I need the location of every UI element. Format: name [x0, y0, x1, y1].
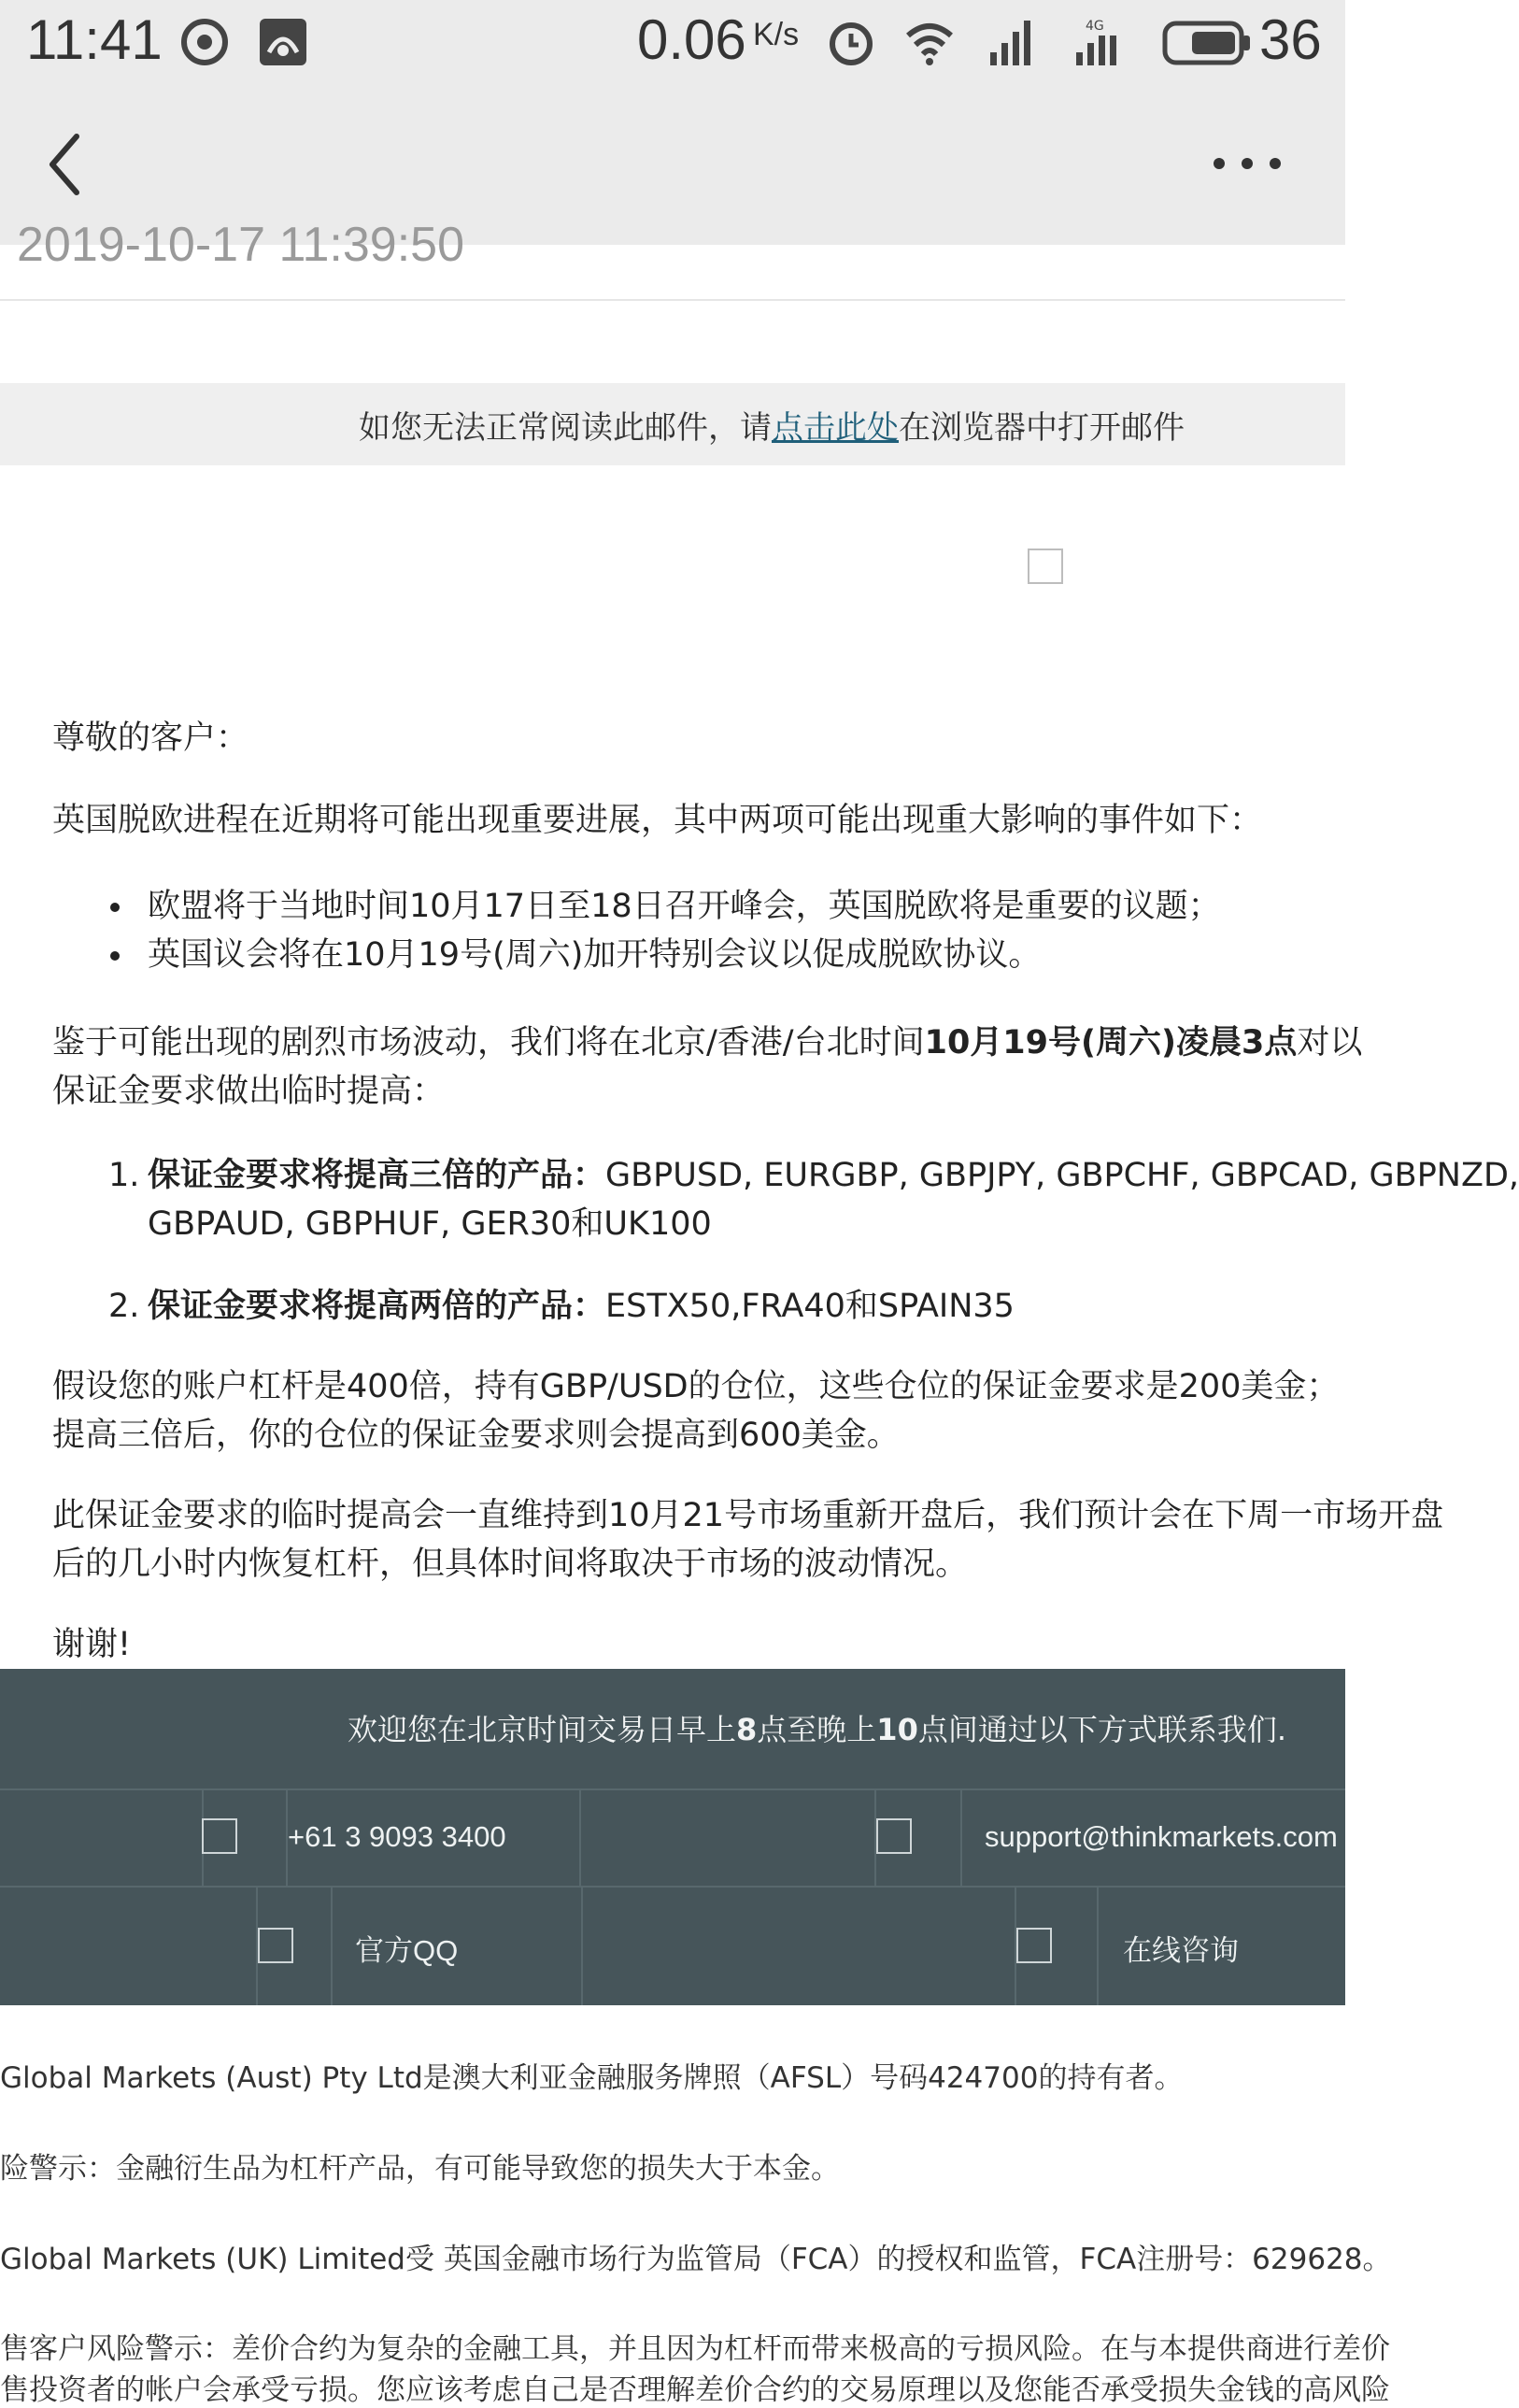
footer-line: 售投资者的帐户会承受亏损。您应该考虑自己是否理解差价合约的交易原理以及您能否承受损失金钱的高风险 [0, 2373, 1390, 2407]
duration-paragraph: 此保证金要求的临时提高会一直维持到10月21号市场重新开盘后，我们预计会在下周一市场开盘 [52, 1497, 1444, 1534]
chat-icon [1016, 1928, 1052, 1963]
browser-notice-text [359, 402, 1185, 448]
notice-prefix: 如您无法正常阅读此邮件，请 [359, 409, 772, 447]
list-number: 1. [108, 1157, 140, 1194]
contact-title: 欢迎您在北京时间交易日早上8点至晚上10点间通过以下方式联系我们. [348, 1712, 1287, 1747]
example-paragraph-line2: 提高三倍后，你的仓位的保证金要求则会提高到600美金。 [52, 1417, 900, 1454]
bullet-item: 英国议会将在10月19号(周六)加开特别会议以促成脱欧协议。 [148, 936, 1042, 974]
example-paragraph: 假设您的账户杠杆是400倍，持有GBP/USD的仓位，这些仓位的保证金要求是200美金； [52, 1368, 1340, 1405]
more-button[interactable] [1205, 140, 1289, 187]
bullet-item: 欧盟将于当地时间10月17日至18日召开峰会，英国脱欧将是重要的议题； [148, 888, 1221, 925]
svg-text:4G: 4G [1086, 19, 1104, 34]
wifi-icon [904, 17, 955, 67]
uc-browser-icon [258, 17, 308, 67]
mail-content [0, 218, 1519, 2407]
battery-level: 36 [1259, 8, 1322, 71]
qq-icon [258, 1928, 293, 1963]
notification-app-icon [179, 17, 230, 67]
bullet-dot [110, 951, 120, 961]
paragraph-margin-notice-line2: 保证金要求做出临时提高： [52, 1073, 446, 1110]
cell-divider [579, 1788, 581, 1886]
chevron-left-icon [52, 136, 77, 192]
alarm-icon [826, 17, 876, 67]
list-number: 2. [108, 1288, 140, 1325]
footer-line: Global Markets (Aust) Pty Ltd是澳大利亚金融服务牌照（AFSL）号码424700的持有者。 [0, 2061, 1184, 2095]
contact-email[interactable]: support@thinkmarkets.com [985, 1820, 1338, 1853]
contact-qq[interactable]: 官方QQ [355, 1934, 459, 1967]
signal-icon [987, 17, 1037, 67]
cell-divider [960, 1788, 962, 1886]
contact-section [0, 1669, 1345, 2005]
cell-divider [581, 1886, 583, 2005]
cell-divider [1097, 1886, 1099, 2005]
duration-paragraph-line2: 后的几小时内恢复杠杆，但具体时间将取决于市场的波动情况。 [52, 1546, 969, 1583]
greeting: 尊敬的客户： [52, 720, 249, 757]
thanks: 谢谢! [52, 1626, 132, 1663]
more-dots-icon [1214, 158, 1281, 169]
contact-chat[interactable]: 在线咨询 [1123, 1934, 1239, 1967]
network-speed-unit: K/s [753, 17, 800, 52]
bold-time: 10月19号(周六)凌晨3点 [924, 1024, 1298, 1062]
intro-paragraph: 英国脱欧进程在近期将可能出现重要进展，其中两项可能出现重大影响的事件如下： [52, 802, 1263, 839]
paragraph-margin-notice: 鉴于可能出现的剧烈市场波动，我们将在北京/香港/台北时间10月19号(周六)凌晨3点对以 [52, 1024, 1363, 1062]
notice-suffix: 在浏览器中打开邮件 [899, 409, 1185, 447]
contact-divider [0, 1886, 1345, 1888]
broken-image-placeholder [1028, 549, 1063, 584]
email-icon [876, 1818, 912, 1854]
signal-4g-icon [1072, 17, 1123, 67]
footer-line: 售客户风险警示：差价合约为复杂的金融工具，并且因为杠杆而带来极高的亏损风险。在与本提供商进行差价 [0, 2332, 1390, 2366]
margin-item-2: 保证金要求将提高两倍的产品：ESTX50,FRA40和SPAIN35 [148, 1288, 1015, 1325]
network-speed: 0.06 [637, 8, 746, 71]
mail-date: 2019-10-17 11:39:50 [17, 218, 464, 272]
bullet-dot [110, 903, 120, 912]
cell-divider [331, 1886, 333, 2005]
back-button[interactable] [37, 112, 93, 215]
battery-icon [1162, 21, 1254, 65]
open-in-browser-link[interactable]: 点击此处 [772, 409, 899, 447]
phone-icon [202, 1818, 237, 1854]
footer-line: 险警示：金融衍生品为杠杆产品，有可能导致您的损失大于本金。 [0, 2152, 840, 2186]
date-divider [0, 299, 1345, 301]
margin-item-1-line2: GBPAUD, GBPHUF, GER30和UK100 [148, 1205, 712, 1243]
footer-line: Global Markets (UK) Limited受 英国金融市场行为监管局（FCA）的授权和监管，FCA注册号：629628。 [0, 2243, 1392, 2276]
margin-item-1: 保证金要求将提高三倍的产品：GBPUSD, EURGBP, GBPJPY, GBPCHF, GBPCAD, GBPNZD, [148, 1157, 1519, 1194]
browser-notice-bar [0, 383, 1345, 465]
status-time: 11:41 [26, 8, 163, 71]
contact-phone[interactable]: +61 3 9093 3400 [288, 1820, 506, 1853]
